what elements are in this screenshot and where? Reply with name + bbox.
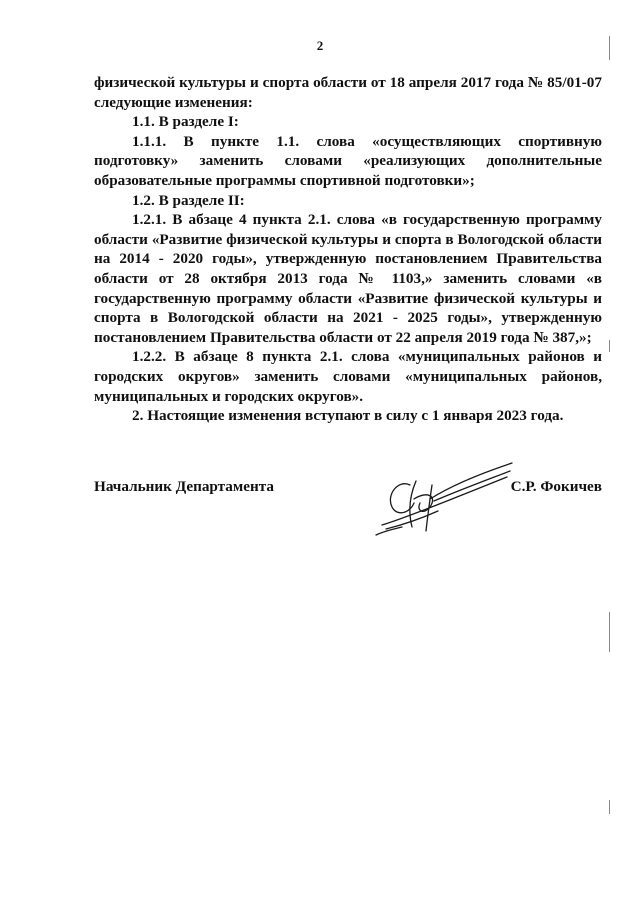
scan-edge-mark (609, 36, 610, 60)
document-body (94, 73, 602, 426)
paragraph-section-2: 1.2. В разделе II: (132, 191, 245, 209)
signatory-title: Начальник Департамента (94, 478, 274, 495)
paragraph-section-1: 1.1. В разделе I: (132, 113, 239, 131)
paragraph-1-2-2: 1.2.2. В абзаце 8 пункта 2.1. слова «муниципальных районов и городских округов» заменить словами «муниципальных районов, муниципальных и городских округов». (94, 348, 602, 405)
scan-edge-mark (609, 340, 610, 352)
paragraph-intro: физической культуры и спорта области от 18 апреля 2017 года № 85/01-07 следующие изменения: (94, 74, 602, 111)
signatory-name: С.Р. Фокичев (510, 478, 602, 495)
scan-edge-mark (609, 612, 610, 652)
scan-edge-mark (609, 800, 610, 814)
paragraph-1-2-1: 1.2.1. В абзаце 4 пункта 2.1. слова «в государственную программу области «Развитие физической культуры и спорта в Вологодской области на 2014 - 2020 годы», утвержденную постановлением Правительства области от 28 октября 2013 года № 1103,» заменить словами «в государственную программу области «Развитие физической культуры и спорта в Вологодской области на 2021 - 2025 годы», утвержденную постановлением Правительства области от 22 апреля 2019 года № 387,»; (94, 211, 602, 346)
paragraph-2: 2. Настоящие изменения вступают в силу с 1 января 2023 года. (132, 407, 564, 425)
paragraph-1-1-1: 1.1.1. В пункте 1.1. слова «осуществляющих спортивную подготовку» заменить словами «реализующих дополнительные образовательные программы спортивной подготовки»; (94, 132, 602, 189)
handwritten-signature (372, 455, 522, 545)
page-number: 2 (316, 38, 324, 53)
